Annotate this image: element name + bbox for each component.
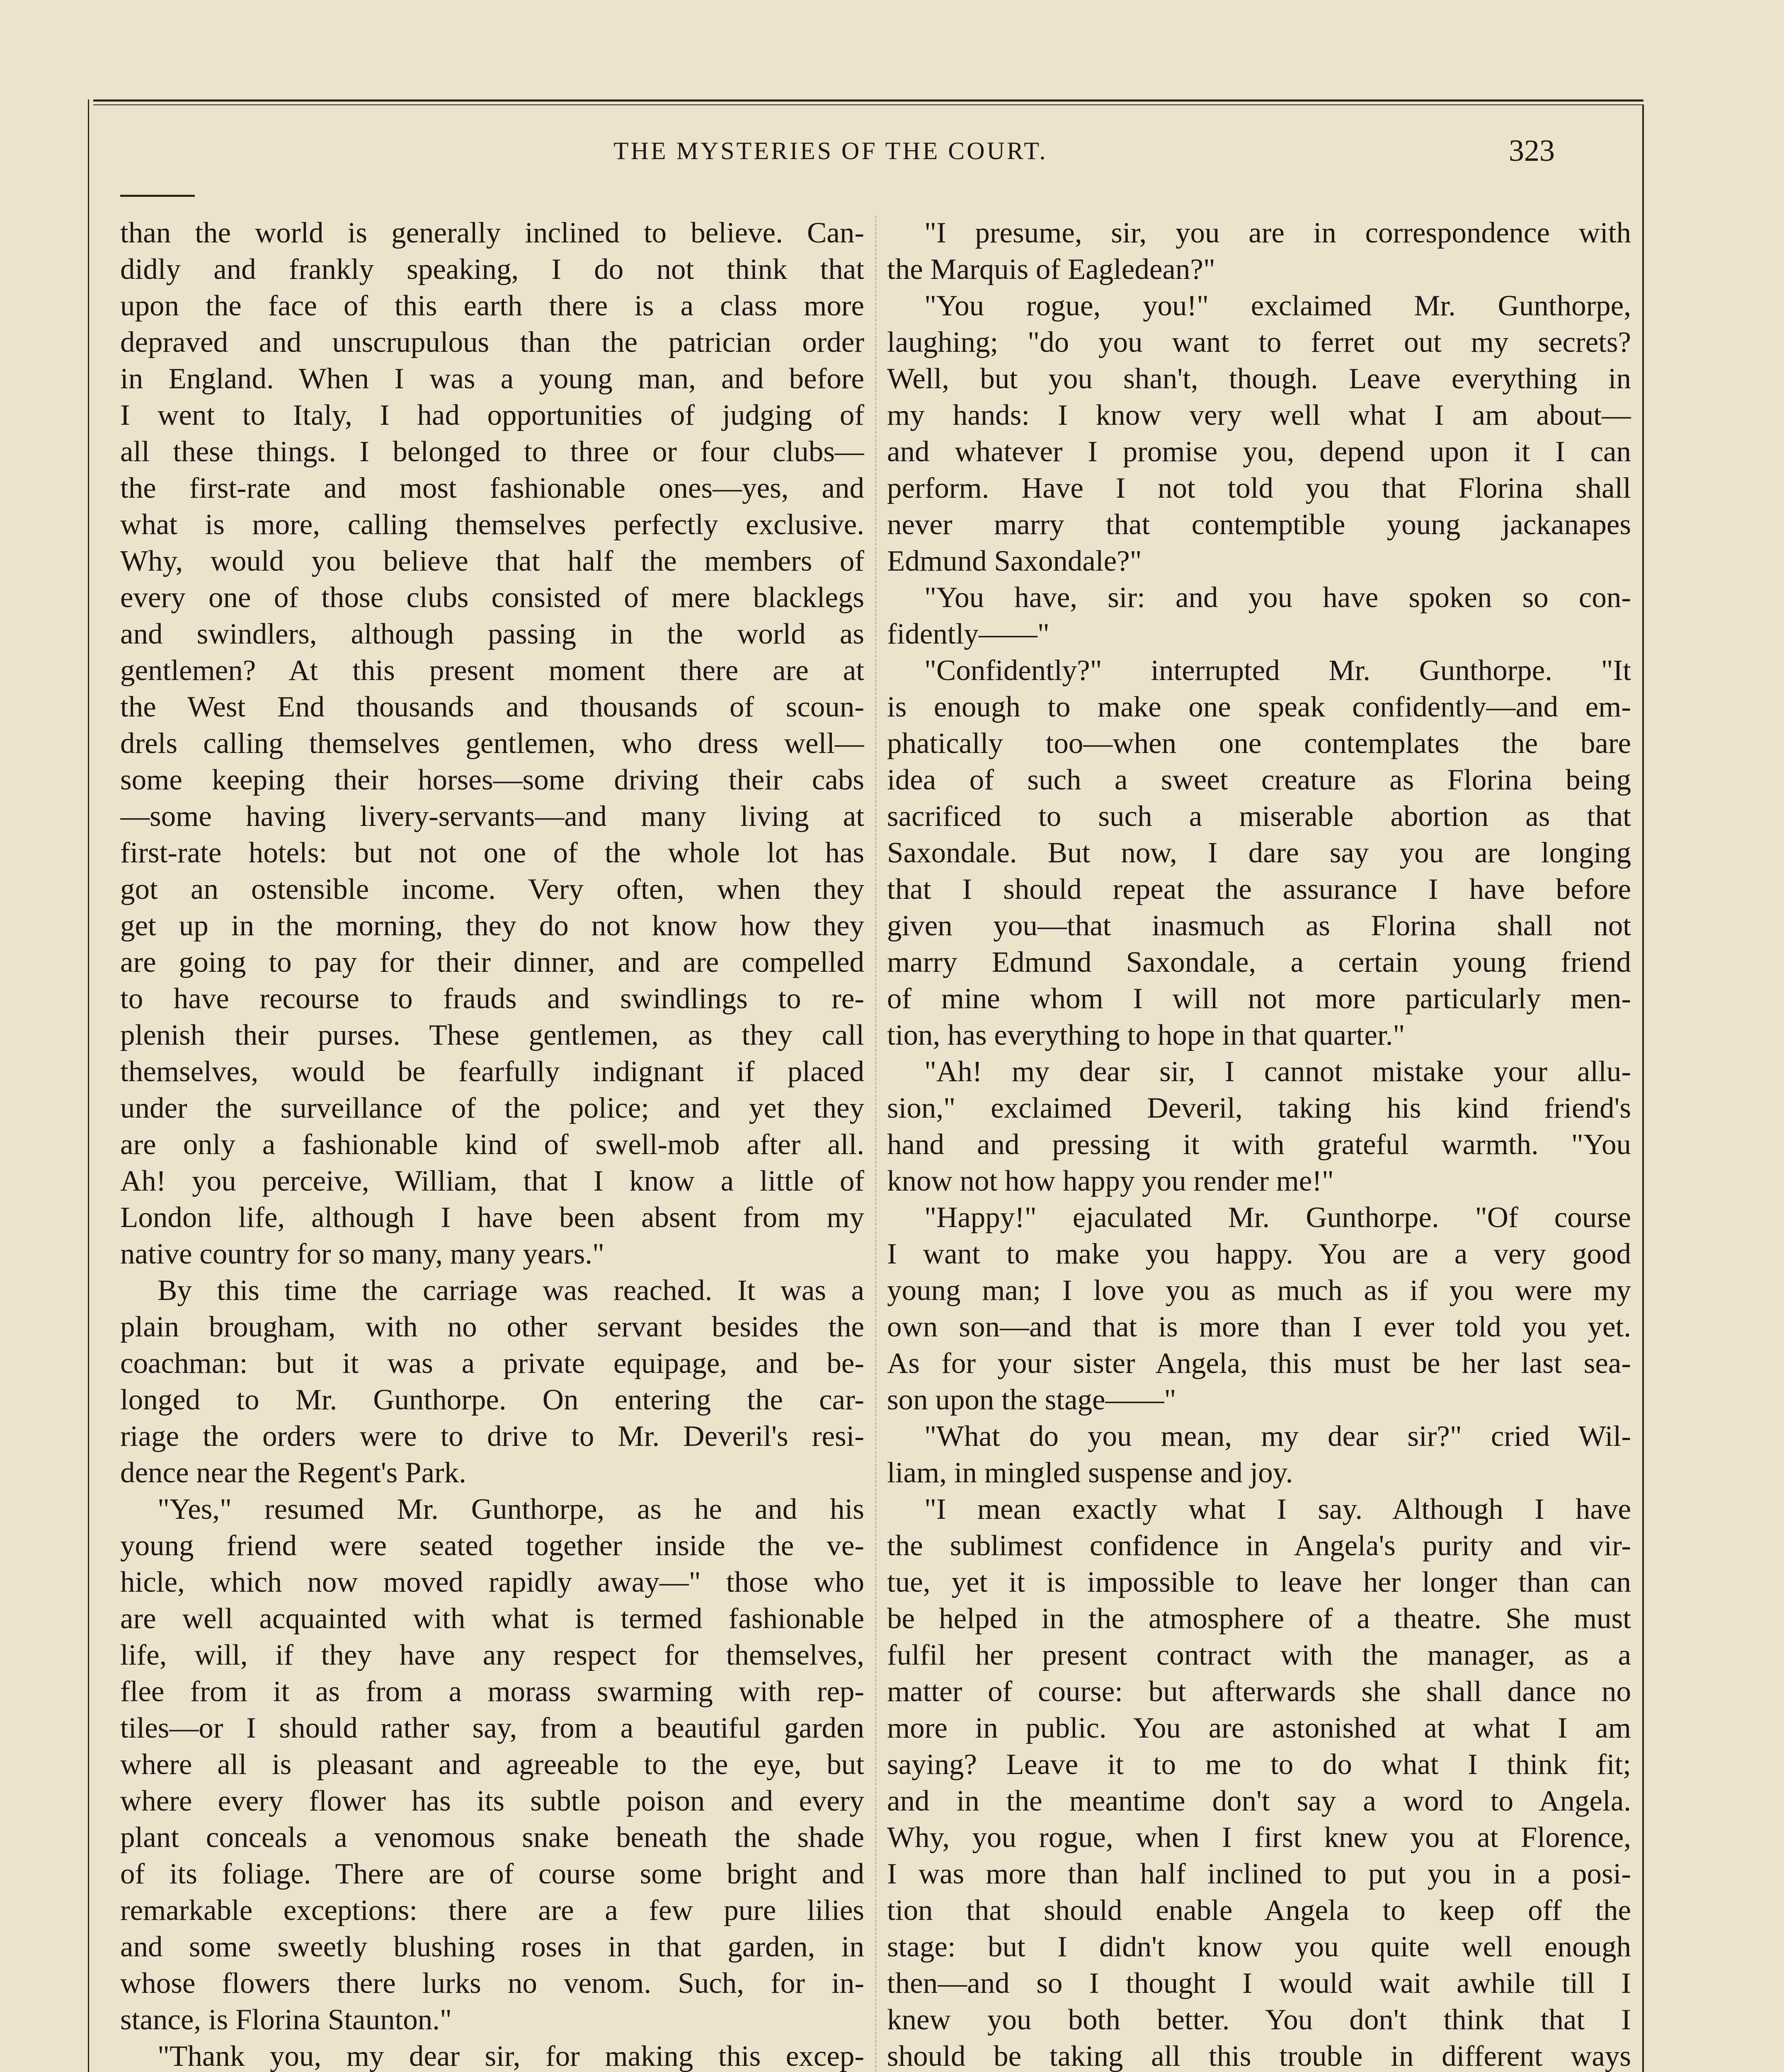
text-line: laughing; "do you want to ferret out my secrets?: [887, 326, 1631, 358]
text-line: I was more than half inclined to put you in a posi-: [887, 1858, 1631, 1890]
text-line: then—and so I thought I would wait awhile till I: [887, 1967, 1631, 1999]
page-number: 323: [1509, 134, 1555, 168]
text-line: plain brougham, with no other servant besides the: [120, 1311, 864, 1343]
text-line: I want to make you happy. You are a very good: [887, 1238, 1631, 1270]
text-line: perform. Have I not told you that Florina shall: [887, 472, 1631, 504]
text-line: "Thank you, my dear sir, for making this excep-: [158, 2040, 864, 2072]
left-frame-rule: [88, 99, 89, 2072]
text-line: —some having livery-servants—and many living at: [120, 800, 864, 833]
text-line: whose flowers there lurks no venom. Such, for in-: [120, 1967, 864, 1999]
top-rule-thin: [93, 104, 1643, 105]
text-line: given you—that inasmuch as Florina shall not: [887, 910, 1631, 942]
text-line: flee from it as from a morass swarming with rep-: [120, 1675, 864, 1708]
text-line: phatically too—when one contemplates the bare: [887, 727, 1631, 760]
text-line: plant conceals a venomous snake beneath the shade: [120, 1821, 864, 1854]
text-line: themselves, would be fearfully indignant if placed: [120, 1055, 864, 1088]
text-line: depraved and unscrupulous than the patrician order: [120, 326, 864, 358]
text-line: of its foliage. There are of course some bright and: [120, 1858, 864, 1890]
text-line: By this time the carriage was reached. It was a: [158, 1274, 864, 1307]
text-line: sion," exclaimed Deveril, taking his kind friend's: [887, 1092, 1631, 1124]
text-line: the sublimest confidence in Angela's purity and vir-: [887, 1530, 1631, 1562]
text-line: all these things. I belonged to three or four clubs—: [120, 436, 864, 468]
text-line: liam, in mingled suspense and joy.: [887, 1457, 1293, 1489]
left-column: [120, 215, 864, 2072]
text-line: hand and pressing it with grateful warmth. "You: [887, 1128, 1631, 1161]
text-line: more in public. You are astonished at what I am: [887, 1712, 1631, 1744]
text-line: are well acquainted with what is termed fashionable: [120, 1602, 864, 1635]
text-line: plenish their purses. These gentlemen, as they call: [120, 1019, 864, 1051]
text-line: longed to Mr. Gunthorpe. On entering the car-: [120, 1384, 864, 1416]
text-line: under the surveillance of the police; and yet they: [120, 1092, 864, 1124]
text-line: to have recourse to frauds and swindlings to re-: [120, 983, 864, 1015]
text-line: are going to pay for their dinner, and are compelled: [120, 946, 864, 978]
text-line: young man; I love you as much as if you were my: [887, 1274, 1631, 1307]
text-line: son upon the stage——": [887, 1384, 1176, 1416]
text-line: in England. When I was a young man, and before: [120, 363, 864, 395]
text-line: sacrificed to such a miserable abortion as that: [887, 800, 1631, 833]
text-line: are only a fashionable kind of swell-mob after all.: [120, 1128, 864, 1161]
text-line: get up in the morning, they do not know how they: [120, 910, 864, 942]
header-rule: [120, 195, 195, 197]
text-line: idea of such a sweet creature as Florina being: [887, 764, 1631, 796]
text-line: gentlemen? At this present moment there are at: [120, 654, 864, 687]
text-line: Edmund Saxondale?": [887, 545, 1142, 577]
text-line: first-rate hotels: but not one of the whole lot has: [120, 837, 864, 869]
text-line: and swindlers, although passing in the world as: [120, 618, 864, 650]
text-line: hicle, which now moved rapidly away—" those who: [120, 1566, 864, 1598]
text-line: life, will, if they have any respect for themselves,: [120, 1639, 864, 1671]
text-line: coachman: but it was a private equipage, and be-: [120, 1347, 864, 1380]
text-line: knew you both better. You don't think that I: [887, 2004, 1631, 2036]
text-line: and whatever I promise you, depend upon it I can: [887, 436, 1631, 468]
text-line: should be taking all this trouble in different ways: [887, 2040, 1631, 2072]
text-line: the Marquis of Eagledean?": [887, 253, 1215, 286]
text-line: "Confidently?" interrupted Mr. Gunthorpe. "It: [924, 654, 1631, 687]
text-line: "What do you mean, my dear sir?" cried Wil-: [924, 1420, 1631, 1452]
text-line: As for your sister Angela, this must be her last sea-: [887, 1347, 1631, 1380]
text-line: never marry that contemptible young jackanapes: [887, 508, 1631, 541]
text-line: got an ostensible income. Very often, when they: [120, 873, 864, 905]
text-line: stance, is Florina Staunton.": [120, 2004, 452, 2036]
text-line: native country for so many, many years.": [120, 1238, 604, 1270]
text-line: Why, you rogue, when I first knew you at Florence,: [887, 1821, 1631, 1854]
text-line: "I presume, sir, you are in correspondence with: [924, 217, 1631, 249]
text-line: tiles—or I should rather say, from a beautiful garden: [120, 1712, 864, 1744]
column-divider: [875, 215, 876, 2072]
text-line: drels calling themselves gentlemen, who dress well—: [120, 727, 864, 760]
text-line: Saxondale. But now, I dare say you are longing: [887, 837, 1631, 869]
text-line: London life, although I have been absent from my: [120, 1201, 864, 1234]
text-line: Ah! you perceive, William, that I know a little of: [120, 1165, 864, 1197]
text-line: own son—and that is more than I ever told you yet.: [887, 1311, 1631, 1343]
text-line: Well, but you shan't, though. Leave everything in: [887, 363, 1631, 395]
text-line: is enough to make one speak confidently—and em-: [887, 691, 1631, 723]
text-line: and in the meantime don't say a word to Angela.: [887, 1785, 1631, 1817]
text-line: I went to Italy, I had opportunities of judging of: [120, 399, 864, 431]
text-line: the West End thousands and thousands of scoun-: [120, 691, 864, 723]
text-line: upon the face of this earth there is a class more: [120, 290, 864, 322]
text-line: "I mean exactly what I say. Although I have: [924, 1493, 1631, 1525]
text-line: of mine whom I will not more particularly men-: [887, 983, 1631, 1015]
top-rule: [93, 99, 1643, 102]
text-line: riage the orders were to drive to Mr. Deveril's resi-: [120, 1420, 864, 1452]
text-line: some keeping their horses—some driving their cabs: [120, 764, 864, 796]
text-line: where every flower has its subtle poison and every: [120, 1785, 864, 1817]
text-line: than the world is generally inclined to believe. Can-: [120, 217, 864, 249]
text-line: dence near the Regent's Park.: [120, 1457, 466, 1489]
text-line: be helped in the atmosphere of a theatre. She must: [887, 1602, 1631, 1635]
running-title: THE MYSTERIES OF THE COURT.: [613, 137, 1048, 165]
text-line: "You rogue, you!" exclaimed Mr. Gunthorpe,: [924, 290, 1631, 322]
right-frame-rule: [1642, 104, 1644, 2072]
text-line: "Yes," resumed Mr. Gunthorpe, as he and his: [158, 1493, 864, 1525]
text-line: my hands: I know very well what I am about—: [887, 399, 1631, 431]
text-line: "Ah! my dear sir, I cannot mistake your allu-: [924, 1055, 1631, 1088]
text-line: every one of those clubs consisted of mere blacklegs: [120, 581, 864, 614]
text-line: saying? Leave it to me to do what I think fit;: [887, 1748, 1631, 1781]
text-line: fulfil her present contract with the manager, as a: [887, 1639, 1631, 1671]
text-line: what is more, calling themselves perfectly exclusive.: [120, 508, 864, 541]
text-line: Why, would you believe that half the members of: [120, 545, 864, 577]
text-line: tion that should enable Angela to keep off the: [887, 1894, 1631, 1927]
text-line: where all is pleasant and agreeable to the eye, but: [120, 1748, 864, 1781]
text-line: and some sweetly blushing roses in that garden, in: [120, 1931, 864, 1963]
text-line: young friend were seated together inside the ve-: [120, 1530, 864, 1562]
text-line: marry Edmund Saxondale, a certain young friend: [887, 946, 1631, 978]
text-line: fidently——": [887, 618, 1050, 650]
right-column: [887, 215, 1631, 2072]
text-line: tion, has everything to hope in that quarter.": [887, 1019, 1405, 1051]
text-line: know not how happy you render me!": [887, 1165, 1334, 1197]
text-line: the first-rate and most fashionable ones—yes, and: [120, 472, 864, 504]
text-line: "Happy!" ejaculated Mr. Gunthorpe. "Of course: [924, 1201, 1631, 1234]
text-line: that I should repeat the assurance I have before: [887, 873, 1631, 905]
text-line: remarkable exceptions: there are a few pure lilies: [120, 1894, 864, 1927]
text-line: matter of course: but afterwards she shall dance no: [887, 1675, 1631, 1708]
text-line: stage: but I didn't know you quite well enough: [887, 1931, 1631, 1963]
text-line: didly and frankly speaking, I do not think that: [120, 253, 864, 286]
text-line: tue, yet it is impossible to leave her longer than can: [887, 1566, 1631, 1598]
text-line: "You have, sir: and you have spoken so con-: [924, 581, 1631, 614]
